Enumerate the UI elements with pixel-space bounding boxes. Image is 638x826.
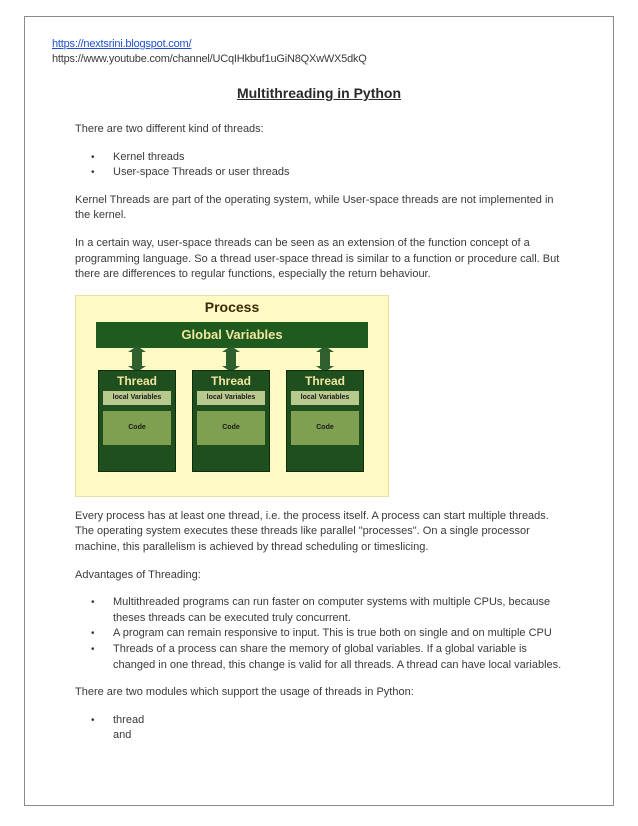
code-label: Code [291, 411, 359, 445]
thread-kinds-list [75, 150, 565, 181]
list-item: • Threads of a process can share the memory of global variables. If a global variable is changed in one thread, this change is valid for all threads. A thread can have local variables. [113, 642, 565, 673]
module-name: thread [113, 713, 145, 726]
advantages-heading: Advantages of Threading: [75, 568, 201, 581]
global-variables-bar: Global Variables [96, 322, 368, 348]
local-variables-label: local Variables [103, 391, 171, 405]
local-variables-label: local Variables [291, 391, 359, 405]
document-body [75, 122, 565, 756]
page-title: Multithreading in Python [236, 85, 402, 101]
code-label: Code [197, 411, 265, 445]
thread-box [192, 370, 270, 472]
thread-label: Thread [116, 373, 157, 388]
thread-label: Thread [210, 373, 251, 388]
modules-heading: There are two modules which support the usage of threads in Python: [75, 686, 414, 699]
list-item: • Kernel threads [113, 150, 565, 166]
thread-box [286, 370, 364, 472]
list-item: • Multithreaded programs can run faster on computer systems with multiple CPUs, because theses threads can be executed truly concurrent. [113, 595, 565, 626]
intro-paragraph: There are two different kind of threads: [75, 123, 264, 135]
double-arrow-icon [132, 352, 142, 366]
list-item: • User-space Threads or user threads [113, 165, 565, 181]
process-label: Process [204, 298, 260, 315]
list-item [113, 713, 565, 744]
double-arrow-icon [226, 352, 236, 366]
thread-box [98, 370, 176, 472]
process-paragraph: Every process has at least one thread, i.e. the process itself. A process can start multiple threads. The operating system executes these threads like parallel "processes". On a single processor machine, this parallelism is achieved by thread scheduling or timeslicing. [75, 509, 549, 553]
process-diagram [75, 295, 389, 497]
list-item: • A program can remain responsive to input. This is true both on single and on multiple CPU [113, 626, 565, 642]
local-variables-label: local Variables [197, 391, 265, 405]
module-connector: and [113, 729, 132, 742]
kernel-paragraph: Kernel Threads are part of the operating system, while User-space threads are not implemented in the kernel. [75, 193, 554, 222]
thread-label: Thread [304, 373, 345, 388]
userspace-paragraph: In a certain way, user-space threads can be seen as an extension of the function concept of a programming language. So a thread user-space thread is similar to a function or procedure call. But there are differences to regular functions, especially the return behaviour. [75, 236, 560, 281]
youtube-link-text: https://www.youtube.com/channel/UCqIHkbuf1uGiN8QXwWX5dkQ [52, 53, 367, 65]
advantages-list [75, 595, 565, 673]
modules-list [75, 713, 565, 744]
code-label: Code [103, 411, 171, 445]
blog-link[interactable]: https://nextsrini.blogspot.com/ [52, 38, 192, 50]
double-arrow-icon [320, 352, 330, 366]
